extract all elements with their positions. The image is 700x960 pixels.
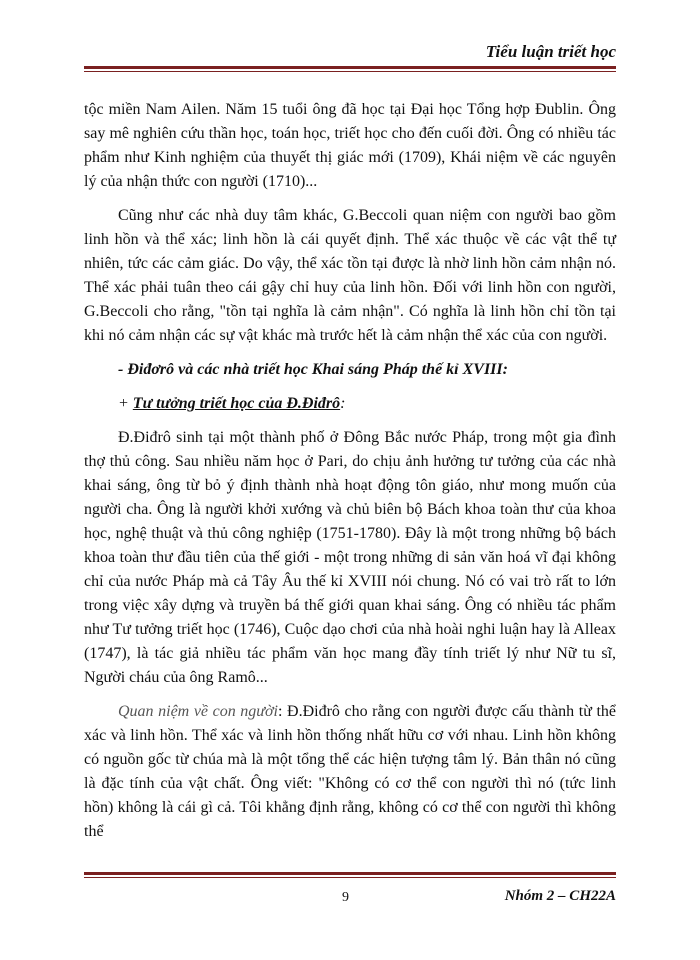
footer-rule-thin: [84, 877, 616, 878]
paragraph-human-concept: [84, 700, 616, 844]
header-rule-thin: [84, 71, 616, 72]
subsection-title: Tư tưởng triết học của Đ.Điđrô: [132, 395, 341, 412]
subsection-heading: [84, 392, 616, 416]
paragraph-diderot-bio: Đ.Điđrô sinh tại một thành phố ở Đông Bắc nước Pháp, trong một gia đình thợ thủ công. Sau nhiều năm học ở Pari, do chịu ảnh hưởng tư tưởng của các nhà khai sáng, ông từ bỏ ý định thành nhà hoạt động tôn giáo, như mong muốn của người cha. Ông là người khởi xướng và chủ biên bộ Bách khoa toàn thư của khoa học, nghệ thuật và thủ công nghiệp (1751-1780). Đây là một trong những bộ bách khoa toàn thư đầu tiên của thế giới - một trong những di sản văn hoá vĩ đại không chỉ của nước Pháp mà cả Tây Âu thế kỉ XVIII nói chung. Nó có vai trò rất to lớn trong việc xây dựng và truyền bá thế giới quan khai sáng. Ông có nhiều tác phẩm như Tư tưởng triết học (1746), Cuộc dạo chơi của nhà hoài nghi luận hay là Alleax (1747), là tác giả nhiều tác phẩm văn học mang đầy tính triết lý như Nữ tu sĩ, Người cháu của ông Ramô...: [84, 429, 616, 686]
section-heading: - Điđơrô và các nhà triết học Khai sáng Pháp thế kỉ XVIII:: [118, 361, 508, 378]
concept-label: Quan niệm về con người: [118, 703, 278, 720]
subsection-suffix: :: [340, 395, 346, 412]
header-title: Tiểu luận triết học: [485, 42, 616, 61]
page-number: 9: [342, 890, 349, 905]
subsection-prefix: +: [118, 395, 133, 412]
paragraph-beccoli: Cũng như các nhà duy tâm khác, G.Beccoli quan niệm con người bao gồm linh hồn và thể xác; linh hồn là cái quyết định. Thể xác thuộc về các vật thể tự nhiên, tức các cảm giác. Do vậy, thể xác tồn tại được là nhờ linh hồn cảm nhận nó. Thể xác phải tuân theo cái gậy chỉ huy của linh hồn. Đối với linh hồn con người, G.Beccoli cho rằng, "tồn tại nghĩa là cảm nhận". Có nghĩa là linh hồn chỉ tồn tại khi nó cảm nhận các sự vật khác mà trước hết là cảm nhận thể xác của con người.: [84, 207, 616, 344]
footer-group-label: Nhóm 2 – CH22A: [504, 888, 616, 904]
paragraph-intro: tộc miền Nam Ailen. Năm 15 tuổi ông đã học tại Đại học Tổng hợp Đublin. Ông say mê nghiên cứu thần học, toán học, triết học cho đến cuối đời. Ông có nhiều tác phẩm như Kinh nghiệm của thuyết thị giác mới (1709), Khái niệm về các nguyên lý của nhận thức con người (1710)...: [84, 101, 616, 190]
footer-rule-thick: [84, 872, 616, 875]
page-body: [84, 98, 616, 854]
header-rule-thick: [84, 66, 616, 69]
concept-text: : Đ.Điđrô cho rằng con người được cấu thành từ thể xác và linh hồn. Thể xác và linh hồn thống nhất hữu cơ với nhau. Linh hồn không có nguồn gốc từ chúa mà là một tổng thể các hiện tượng tâm lý. Bản thân nó cũng là đặc tính của vật chất. Ông viết: "Không có cơ thể con người thì nó (tức linh hồn) không là cái gì cả. Tôi khẳng định rằng, không có cơ thể con người thì không thể: [84, 703, 617, 840]
